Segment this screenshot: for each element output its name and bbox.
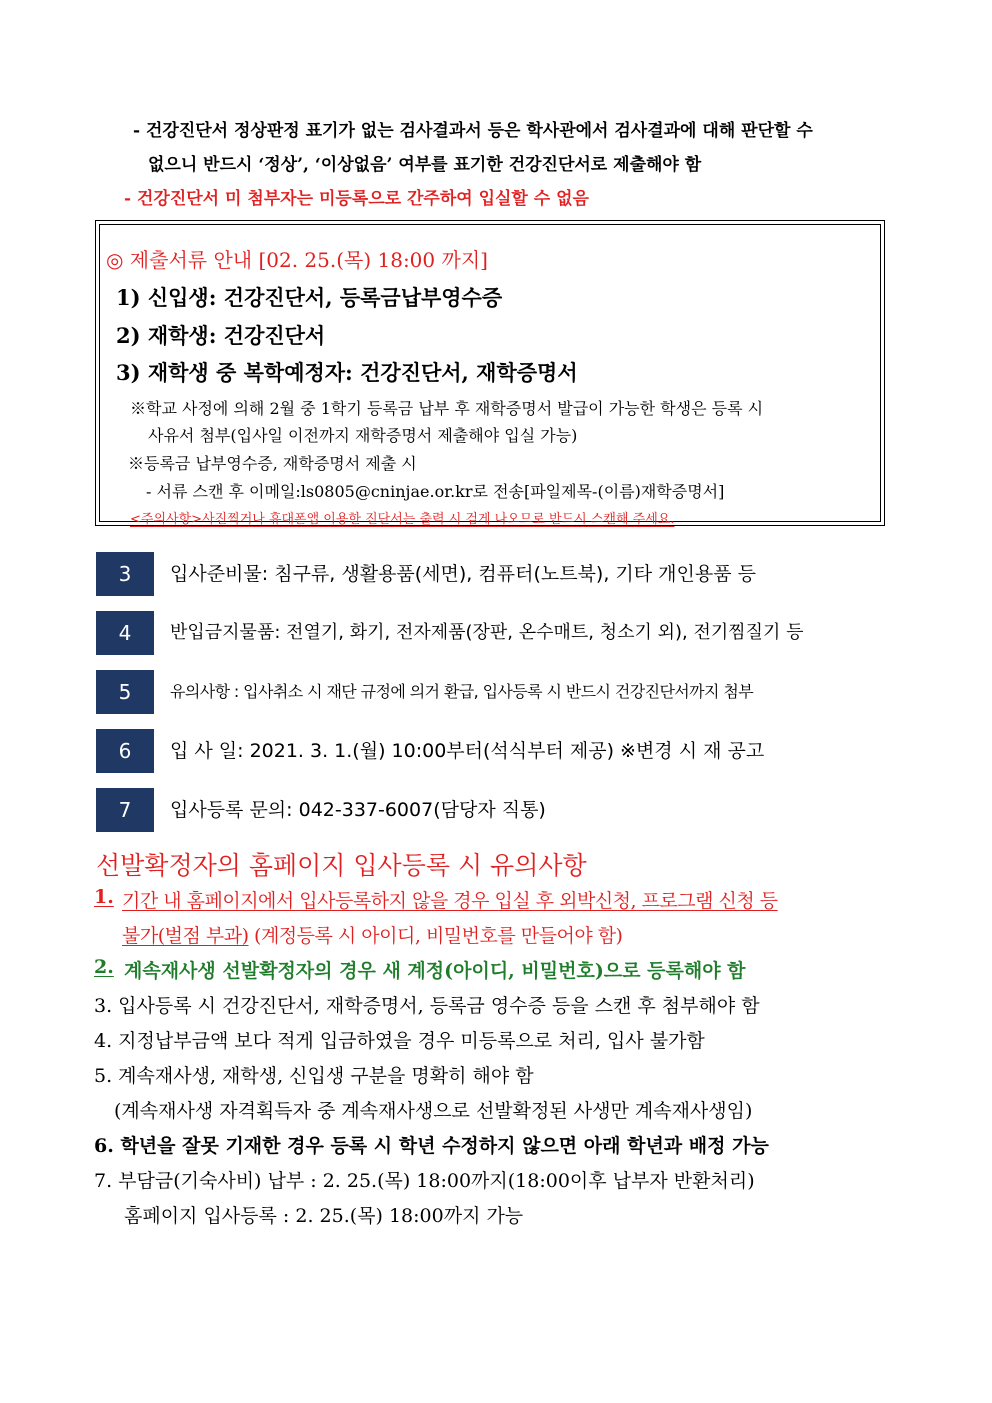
homepage-item-5-detail: (계속재사생 자격획득자 중 계속재사생으로 선발확정된 사생만 계속재사생임) <box>114 1100 753 1122</box>
homepage-item-2-number: 2. <box>94 956 114 978</box>
submission-item-enrolled: 2) 재학생: 건강진단서 <box>116 323 326 348</box>
homepage-item-7-registration-deadline: 홈페이지 입사등록 : 2. 25.(목) 18:00까지 가능 <box>124 1205 524 1227</box>
note-health-cert-judgment: - 건강진단서 정상판정 표기가 없는 검사결과서 등은 학사관에서 검사결과에 대해 판단할 수 <box>133 121 813 141</box>
note-health-cert-judgment-cont: 없으니 반드시 ‘정상’, ‘이상없음’ 여부를 표기한 건강진단서로 제출해야 함 <box>148 155 702 175</box>
homepage-item-1-account <box>122 921 622 948</box>
homepage-item-5-category: 5. 계속재사생, 재학생, 신입생 구분을 명확히 해야 함 <box>94 1065 534 1087</box>
info-dorm-supplies: 입사준비물: 침구류, 생활용품(세면), 컴퓨터(노트북), 기타 개인용품 등 <box>170 563 756 585</box>
homepage-item-1-number: 1. <box>94 886 114 908</box>
info-cautions: 유의사항 : 입사취소 시 재단 규정에 의거 환급, 입사등록 시 반드시 건강진단서까지 첨부 <box>170 682 754 701</box>
homepage-item-4-payment: 4. 지정납부금액 보다 적게 입금하였을 경우 미등록으로 처리, 입사 불가함 <box>94 1030 705 1052</box>
homepage-item-6-grade: 6. 학년을 잘못 기재한 경우 등록 시 학년 수정하지 않으면 아래 학년과 배정 가능 <box>94 1135 769 1157</box>
caution-scan-required: <주의사항>사진찍거나 휴대폰앱 이용한 진단서는 출력 시 검게 나오므로 반드시 스캔해 주세요. <box>130 512 675 527</box>
penalty-text: 불가(벌점 부과) <box>122 925 249 947</box>
note-enrollment-certificate: ※학교 사정에 의해 2월 중 1학기 등록금 납부 후 재학증명서 발급이 가능한 학생은 등록 시 <box>130 399 764 418</box>
row-number-badge: 4 <box>96 611 154 655</box>
row-number-badge: 7 <box>96 788 154 832</box>
note-enrollment-certificate-cont: 사유서 첨부(입사일 이전까지 재학증명서 제출해야 입실 가능) <box>148 426 578 445</box>
submission-item-freshman: 1) 신입생: 건강진단서, 등록금납부영수증 <box>116 285 503 310</box>
info-move-in-date: 입 사 일: 2021. 3. 1.(월) 10:00부터(석식부터 제공) ※변경 시 재 공고 <box>170 740 765 762</box>
note-receipt-submission: ※등록금 납부영수증, 재학증명서 제출 시 <box>128 454 417 473</box>
submission-item-returning: 3) 재학생 중 복학예정자: 건강진단서, 재학증명서 <box>116 360 578 385</box>
account-creation-text: (계정등록 시 아이디, 비밀번호를 만들어야 함) <box>248 925 623 947</box>
info-prohibited-items: 반입금지물품: 전열기, 화기, 전자제품(장판, 온수매트, 청소기 외), 전기찜질기 등 <box>170 622 804 643</box>
submission-box-title: ◎ 제출서류 안내 [02. 25.(목) 18:00 까지] <box>106 248 488 272</box>
info-contact: 입사등록 문의: 042-337-6007(담당자 직통) <box>170 799 546 821</box>
homepage-item-3-attachments: 3. 입사등록 시 건강진단서, 재학증명서, 등록금 영수증 등을 스캔 후 첨부해야 함 <box>94 995 760 1017</box>
note-scan-email: - 서류 스캔 후 이메일:ls0805@cninjae.or.kr로 전송[파일제목-(이름)재학증명서] <box>146 482 725 501</box>
note-no-health-cert-warning: - 건강진단서 미 첨부자는 미등록으로 간주하여 입실할 수 없음 <box>124 189 589 209</box>
row-number-badge: 5 <box>96 670 154 714</box>
row-number-badge: 3 <box>96 552 154 596</box>
homepage-item-1-deadline: 기간 내 홈페이지에서 입사등록하지 않을 경우 입실 후 외박신청, 프로그램 신청 등 <box>122 890 778 912</box>
homepage-item-2-new-account: 계속재사생 선발확정자의 경우 새 계정(아이디, 비밀번호)으로 등록해야 함 <box>124 960 746 982</box>
homepage-item-7-fee-deadline: 7. 부담금(기숙사비) 납부 : 2. 25.(목) 18:00까지(18:00이후 납부자 반환처리) <box>94 1170 755 1192</box>
homepage-section-heading: 선발확정자의 홈페이지 입사등록 시 유의사항 <box>96 851 587 880</box>
row-number-badge: 6 <box>96 729 154 773</box>
